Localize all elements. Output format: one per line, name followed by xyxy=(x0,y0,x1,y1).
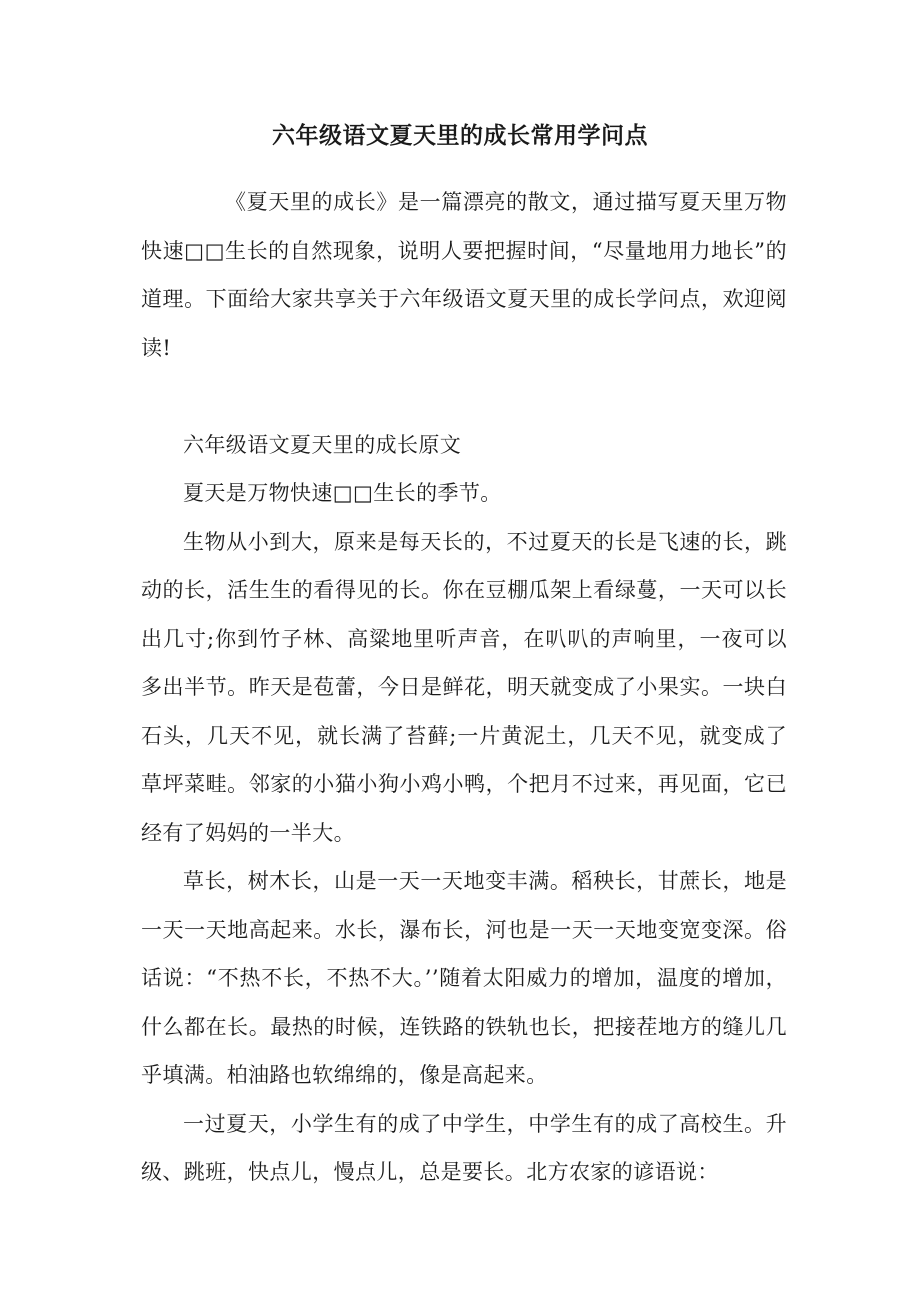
body-paragraph: 生物从小到大，原来是每天长的，不过夏天的长是飞速的长，跳动的长，活生生的看得见的长。你在豆棚瓜架上看绿蔓，一天可以长出几寸;你到竹子林、高粱地里听声音，在叭叭的声响里，一夜可以多出半节。昨天是苞蕾，今日是鲜花，明天就变成了小果实。一块白石头，几天不见，就长满了苔藓;一片黄泥土，几天不见，就变成了草坪菜畦。邻家的小猫小狗小鸡小鸭，个把月不过来，再见面，它已经有了妈妈的一半大。 xyxy=(141,529,787,845)
body-paragraph: 夏天是万物快速□□生长的季节。 xyxy=(183,481,502,505)
paragraph-spacer xyxy=(141,372,787,421)
document-title: 六年级语文夏天里的成长常用学问点 xyxy=(272,123,648,149)
intro-paragraph: 《夏天里的成长》是一篇漂亮的散文，通过描写夏天里万物快速□□生长的自然现象，说明人要把握时间，“尽量地用力地长”的道理。下面给大家共享关于六年级语文夏天里的成长学问点，欢迎阅读! xyxy=(141,190,787,360)
section-heading: 六年级语文夏天里的成长原文 xyxy=(183,432,462,457)
body-paragraph: 一过夏天，小学生有的成了中学生，中学生有的成了高校生。升级、跳班，快点儿，慢点儿，总是要长。北方农家的谚语说： xyxy=(141,1111,787,1184)
body-paragraph: 草长，树木长，山是一天一天地变丰满。稻秧长，甘蔗长，地是一天一天地高起来。水长，瀑布长，河也是一天一天地变宽变深。俗话说：“不热不长，不热不大。’’随着太阳威力的增加，温度的增加，什么都在长。最热的时候，连铁路的铁轨也长，把接茬地方的缝儿几乎填满。柏油路也软绵绵的，像是高起来。 xyxy=(141,869,787,1087)
document-body xyxy=(141,178,787,1197)
